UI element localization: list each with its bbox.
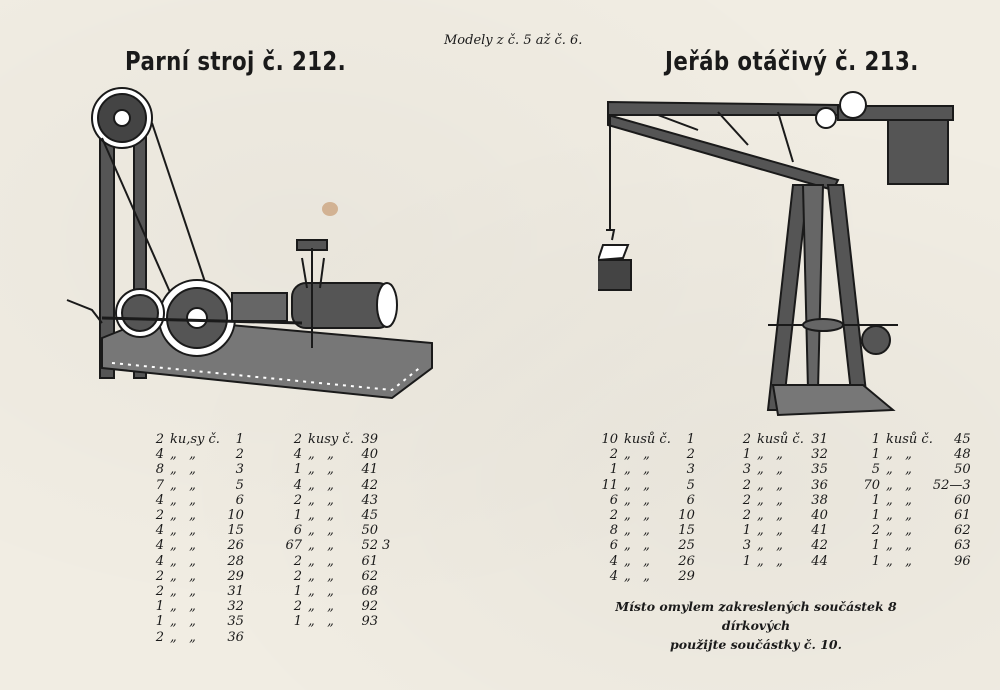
parts-row bbox=[140, 569, 244, 584]
crane-note-line-1: Místo omylem zakreslených součástek 8 dírkových bbox=[615, 599, 897, 633]
parts-quantity: 6 bbox=[293, 523, 302, 539]
parts-row bbox=[856, 554, 971, 569]
parts-quantity: 2 bbox=[155, 584, 164, 600]
parts-unit: „ „ bbox=[170, 492, 196, 508]
parts-unit: „ „ bbox=[170, 508, 196, 524]
parts-unit: „ „ bbox=[624, 538, 650, 554]
parts-row bbox=[140, 493, 244, 508]
parts-number: 50 bbox=[361, 523, 378, 539]
parts-number: 6 bbox=[235, 492, 244, 508]
parts-unit: „ „ bbox=[170, 462, 196, 478]
parts-number: 5 bbox=[686, 477, 695, 493]
parts-number: 68 bbox=[361, 584, 378, 600]
parts-unit: „ „ bbox=[886, 462, 912, 478]
parts-row bbox=[727, 538, 828, 553]
parts-row bbox=[140, 584, 244, 599]
parts-quantity: 4 bbox=[609, 553, 618, 569]
parts-row bbox=[278, 599, 390, 614]
parts-quantity: 2 bbox=[155, 629, 164, 645]
parts-row bbox=[727, 462, 828, 477]
parts-unit: „ „ bbox=[886, 553, 912, 569]
parts-unit: „ „ bbox=[886, 538, 912, 554]
parts-quantity: 2 bbox=[609, 447, 618, 463]
parts-unit: kusů č. bbox=[757, 432, 804, 447]
parts-number: 31 bbox=[227, 584, 244, 600]
parts-unit: kusů č. bbox=[886, 432, 933, 447]
parts-unit: „ „ bbox=[624, 523, 650, 539]
parts-number: 62 bbox=[361, 568, 378, 584]
parts-number: 93 bbox=[361, 614, 378, 630]
parts-number: 36 bbox=[811, 477, 828, 493]
parts-number: 1 bbox=[235, 432, 244, 447]
parts-quantity: 2 bbox=[742, 477, 751, 493]
crane-note bbox=[606, 597, 906, 654]
parts-quantity: 8 bbox=[155, 462, 164, 478]
parts-unit: „ „ bbox=[170, 447, 196, 463]
steam-engine-illustration bbox=[62, 78, 437, 428]
parts-number: 44 bbox=[811, 553, 828, 569]
parts-quantity: 3 bbox=[742, 538, 751, 554]
parts-number: 42 bbox=[811, 538, 828, 554]
parts-number: 52 bbox=[361, 538, 378, 554]
parts-row bbox=[594, 447, 695, 462]
parts-unit: „ „ bbox=[886, 508, 912, 524]
parts-quantity: 4 bbox=[155, 538, 164, 554]
parts-row bbox=[140, 599, 244, 614]
parts-quantity: 2 bbox=[293, 599, 302, 615]
parts-quantity: 4 bbox=[155, 447, 164, 463]
parts-number: 41 bbox=[811, 523, 828, 539]
parts-quantity: 2 bbox=[293, 553, 302, 569]
parts-row bbox=[140, 462, 244, 477]
parts-quantity: 4 bbox=[155, 553, 164, 569]
parts-unit: „ „ bbox=[624, 508, 650, 524]
parts-number: 26 bbox=[678, 553, 695, 569]
parts-number: 6 bbox=[686, 492, 695, 508]
parts-row bbox=[140, 554, 244, 569]
parts-row bbox=[594, 554, 695, 569]
parts-unit: „ „ bbox=[308, 477, 334, 493]
parts-unit: „ „ bbox=[757, 508, 783, 524]
parts-unit: „ „ bbox=[886, 492, 912, 508]
parts-row bbox=[856, 508, 971, 523]
parts-unit: „ „ bbox=[170, 538, 196, 554]
parts-number: 62 bbox=[954, 523, 971, 539]
parts-number: 10 bbox=[227, 508, 244, 524]
parts-number: 15 bbox=[227, 523, 244, 539]
parts-quantity: 2 bbox=[871, 523, 880, 539]
parts-row bbox=[856, 462, 971, 477]
parts-number: 45 bbox=[954, 432, 971, 447]
parts-number: 40 bbox=[361, 447, 378, 463]
parts-list-crane-col2 bbox=[727, 432, 828, 569]
parts-unit: „ „ bbox=[170, 523, 196, 539]
parts-quantity: 1 bbox=[871, 492, 880, 508]
parts-number: 35 bbox=[227, 614, 244, 630]
parts-unit: „ „ bbox=[170, 629, 196, 645]
parts-row bbox=[278, 614, 390, 629]
crane-illustration bbox=[598, 90, 958, 425]
parts-quantity: 1 bbox=[742, 523, 751, 539]
parts-unit: kusy č. bbox=[308, 432, 354, 447]
parts-row bbox=[140, 432, 244, 447]
parts-row bbox=[278, 523, 390, 538]
parts-quantity: 1 bbox=[155, 599, 164, 615]
parts-row bbox=[856, 447, 971, 462]
parts-row bbox=[594, 478, 695, 493]
parts-quantity: 4 bbox=[155, 492, 164, 508]
parts-number: 61 bbox=[954, 508, 971, 524]
parts-unit: „ „ bbox=[624, 492, 650, 508]
parts-unit: „ „ bbox=[308, 568, 334, 584]
parts-quantity: 1 bbox=[871, 447, 880, 463]
parts-quantity: 70 bbox=[863, 477, 880, 493]
parts-row bbox=[727, 447, 828, 462]
parts-list-crane-col1 bbox=[594, 432, 695, 584]
parts-row bbox=[727, 432, 828, 447]
parts-row bbox=[594, 508, 695, 523]
parts-unit: kusů č. bbox=[624, 432, 671, 447]
parts-quantity: 1 bbox=[871, 538, 880, 554]
parts-number: 2 bbox=[686, 447, 695, 463]
parts-unit: „ „ bbox=[624, 568, 650, 584]
parts-row bbox=[278, 478, 390, 493]
parts-extra: 3 bbox=[382, 538, 391, 554]
parts-unit: „ „ bbox=[308, 462, 334, 478]
parts-row bbox=[594, 538, 695, 553]
parts-number: 2 bbox=[235, 447, 244, 463]
crane-note-line-2: použijte součástky č. 10. bbox=[670, 637, 842, 652]
parts-number: 29 bbox=[678, 568, 695, 584]
parts-unit: „ „ bbox=[624, 553, 650, 569]
parts-row bbox=[594, 432, 695, 447]
parts-number: 32 bbox=[227, 599, 244, 615]
parts-row bbox=[594, 569, 695, 584]
parts-number: 31 bbox=[811, 432, 828, 447]
parts-row bbox=[140, 447, 244, 462]
parts-quantity: 4 bbox=[609, 568, 618, 584]
parts-quantity: 11 bbox=[601, 477, 618, 493]
parts-quantity: 1 bbox=[871, 508, 880, 524]
parts-quantity: 2 bbox=[155, 508, 164, 524]
parts-quantity: 2 bbox=[293, 432, 302, 447]
parts-number: 63 bbox=[954, 538, 971, 554]
parts-unit: „ „ bbox=[757, 553, 783, 569]
parts-quantity: 2 bbox=[293, 492, 302, 508]
parts-number: 96 bbox=[954, 553, 971, 569]
parts-number: 61 bbox=[361, 553, 378, 569]
parts-unit: „ „ bbox=[308, 492, 334, 508]
parts-unit: „ „ bbox=[308, 614, 334, 630]
parts-number: 48 bbox=[954, 447, 971, 463]
parts-unit: „ „ bbox=[308, 553, 334, 569]
parts-unit: „ „ bbox=[170, 477, 196, 493]
parts-number: 39 bbox=[361, 432, 378, 447]
parts-list-steam-engine-col1 bbox=[140, 432, 244, 645]
parts-quantity: 1 bbox=[293, 508, 302, 524]
parts-unit: „ „ bbox=[170, 553, 196, 569]
parts-row bbox=[278, 462, 390, 477]
parts-row bbox=[140, 538, 244, 553]
parts-row bbox=[856, 523, 971, 538]
parts-unit: „ „ bbox=[757, 523, 783, 539]
parts-row bbox=[140, 478, 244, 493]
parts-row bbox=[727, 478, 828, 493]
parts-quantity: 67 bbox=[285, 538, 302, 554]
parts-number: 52—3 bbox=[932, 477, 971, 493]
parts-unit: ku,sy č. bbox=[170, 432, 220, 447]
parts-number: 28 bbox=[227, 553, 244, 569]
parts-unit: „ „ bbox=[886, 447, 912, 463]
parts-unit: „ „ bbox=[624, 477, 650, 493]
parts-unit: „ „ bbox=[757, 462, 783, 478]
parts-row bbox=[278, 569, 390, 584]
parts-quantity: 4 bbox=[293, 477, 302, 493]
parts-row bbox=[856, 478, 971, 493]
parts-row bbox=[278, 432, 390, 447]
parts-number: 42 bbox=[361, 477, 378, 493]
parts-quantity: 10 bbox=[601, 432, 618, 447]
parts-number: 3 bbox=[686, 462, 695, 478]
parts-row bbox=[727, 523, 828, 538]
parts-row bbox=[856, 493, 971, 508]
parts-unit: „ „ bbox=[308, 599, 334, 615]
parts-quantity: 2 bbox=[609, 508, 618, 524]
parts-quantity: 1 bbox=[871, 432, 880, 447]
parts-row bbox=[727, 554, 828, 569]
parts-number: 60 bbox=[954, 492, 971, 508]
parts-quantity: 2 bbox=[742, 492, 751, 508]
parts-number: 25 bbox=[678, 538, 695, 554]
parts-row bbox=[278, 508, 390, 523]
parts-unit: „ „ bbox=[170, 584, 196, 600]
parts-number: 40 bbox=[811, 508, 828, 524]
parts-quantity: 2 bbox=[742, 508, 751, 524]
parts-row bbox=[856, 432, 971, 447]
parts-row bbox=[594, 462, 695, 477]
parts-unit: „ „ bbox=[757, 492, 783, 508]
parts-number: 35 bbox=[811, 462, 828, 478]
parts-unit: „ „ bbox=[757, 447, 783, 463]
parts-row bbox=[140, 523, 244, 538]
parts-unit: „ „ bbox=[170, 614, 196, 630]
parts-unit: „ „ bbox=[757, 538, 783, 554]
parts-row bbox=[856, 538, 971, 553]
parts-quantity: 2 bbox=[155, 432, 164, 447]
parts-quantity: 1 bbox=[871, 553, 880, 569]
parts-number: 26 bbox=[227, 538, 244, 554]
parts-unit: „ „ bbox=[624, 462, 650, 478]
parts-row bbox=[278, 447, 390, 462]
parts-unit: „ „ bbox=[886, 523, 912, 539]
parts-quantity: 1 bbox=[293, 584, 302, 600]
parts-row bbox=[594, 493, 695, 508]
parts-number: 50 bbox=[954, 462, 971, 478]
parts-number: 36 bbox=[227, 629, 244, 645]
parts-row bbox=[140, 614, 244, 629]
parts-quantity: 2 bbox=[155, 568, 164, 584]
parts-number: 41 bbox=[361, 462, 378, 478]
parts-unit: „ „ bbox=[886, 477, 912, 493]
parts-row bbox=[278, 493, 390, 508]
parts-row bbox=[727, 493, 828, 508]
parts-unit: „ „ bbox=[308, 523, 334, 539]
parts-quantity: 1 bbox=[155, 614, 164, 630]
parts-unit: „ „ bbox=[308, 584, 334, 600]
parts-quantity: 1 bbox=[742, 553, 751, 569]
parts-row bbox=[278, 584, 390, 599]
parts-quantity: 3 bbox=[742, 462, 751, 478]
parts-quantity: 1 bbox=[293, 614, 302, 630]
parts-quantity: 2 bbox=[293, 568, 302, 584]
page-subtitle: Modely z č. 5 až č. 6. bbox=[444, 33, 583, 48]
parts-list-steam-engine-col2 bbox=[278, 432, 390, 630]
parts-quantity: 4 bbox=[155, 523, 164, 539]
parts-row bbox=[140, 508, 244, 523]
parts-unit: „ „ bbox=[757, 477, 783, 493]
parts-unit: „ „ bbox=[170, 568, 196, 584]
parts-unit: „ „ bbox=[308, 447, 334, 463]
parts-unit: „ „ bbox=[308, 538, 334, 554]
parts-number: 45 bbox=[361, 508, 378, 524]
parts-number: 32 bbox=[811, 447, 828, 463]
parts-number: 15 bbox=[678, 523, 695, 539]
parts-row bbox=[727, 508, 828, 523]
parts-list-crane-col3 bbox=[856, 432, 971, 569]
parts-quantity: 4 bbox=[293, 447, 302, 463]
parts-number: 10 bbox=[678, 508, 695, 524]
parts-number: 1 bbox=[686, 432, 695, 447]
parts-quantity: 1 bbox=[609, 462, 618, 478]
parts-quantity: 5 bbox=[871, 462, 880, 478]
model-title-crane: Jeřáb otáčivý č. 213. bbox=[665, 47, 919, 77]
parts-quantity: 6 bbox=[609, 492, 618, 508]
parts-quantity: 7 bbox=[155, 477, 164, 493]
parts-quantity: 1 bbox=[742, 447, 751, 463]
parts-quantity: 2 bbox=[742, 432, 751, 447]
parts-row bbox=[278, 554, 390, 569]
parts-unit: „ „ bbox=[308, 508, 334, 524]
parts-unit: „ „ bbox=[624, 447, 650, 463]
parts-quantity: 1 bbox=[293, 462, 302, 478]
parts-quantity: 8 bbox=[609, 523, 618, 539]
parts-row bbox=[140, 630, 244, 645]
parts-unit: „ „ bbox=[170, 599, 196, 615]
parts-number: 29 bbox=[227, 568, 244, 584]
parts-number: 38 bbox=[811, 492, 828, 508]
parts-number: 3 bbox=[235, 462, 244, 478]
parts-quantity: 6 bbox=[609, 538, 618, 554]
parts-number: 43 bbox=[361, 492, 378, 508]
parts-number: 92 bbox=[361, 599, 378, 615]
model-title-steam-engine: Parní stroj č. 212. bbox=[125, 47, 347, 77]
parts-row bbox=[594, 523, 695, 538]
parts-row bbox=[278, 538, 390, 553]
parts-number: 5 bbox=[235, 477, 244, 493]
